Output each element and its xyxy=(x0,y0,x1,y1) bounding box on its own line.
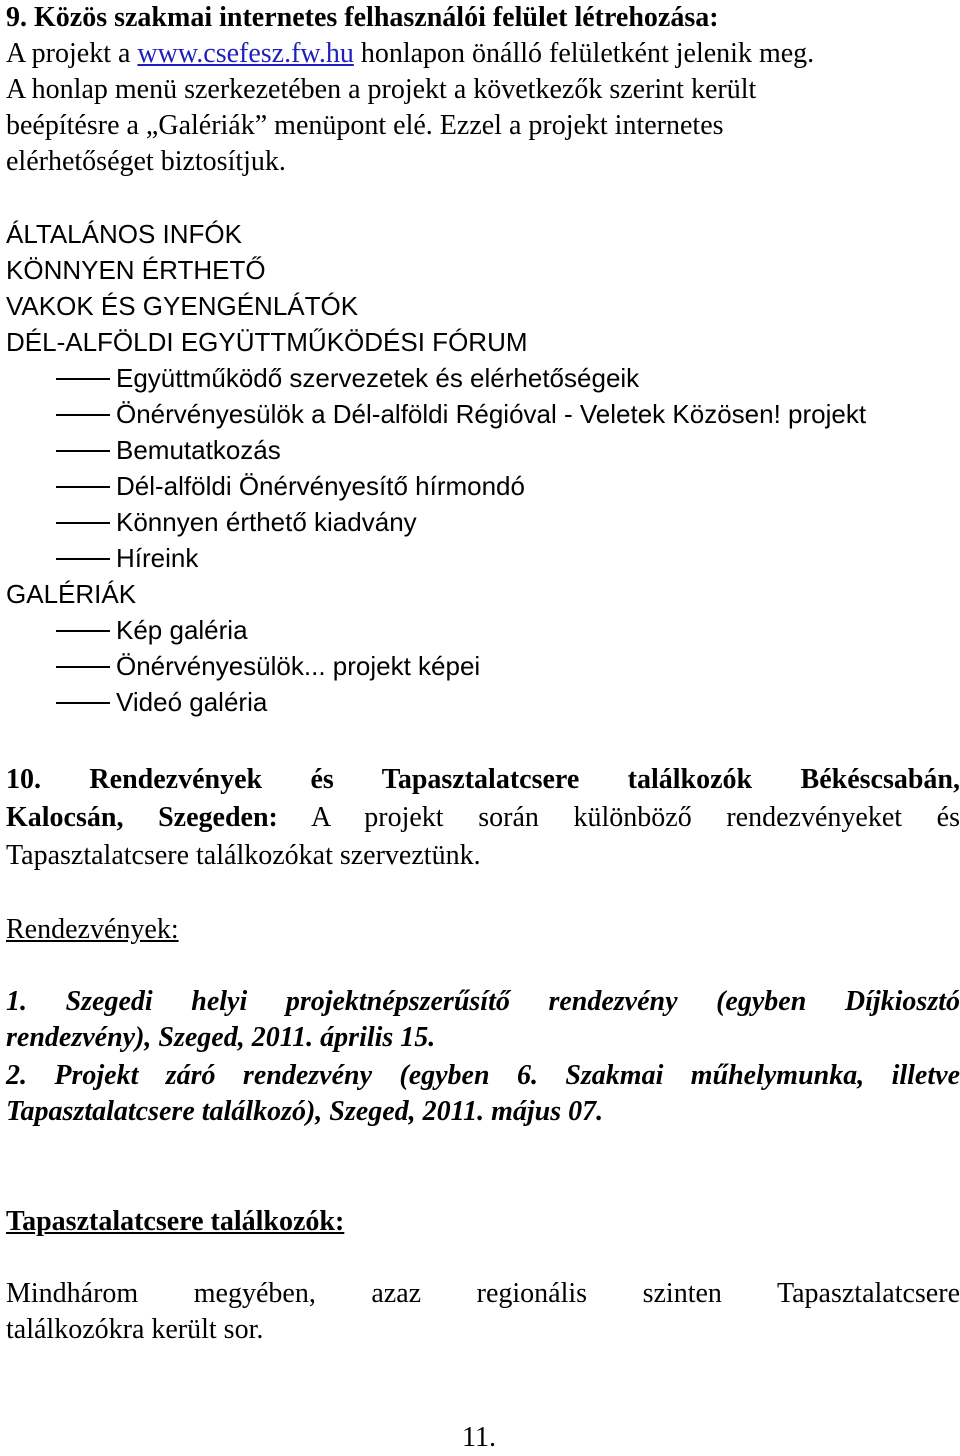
forum-subitem-label: Együttműködő szervezetek és elérhetőségeik xyxy=(116,363,640,393)
section-9-line-4: elérhetőséget biztosítjuk. xyxy=(6,146,286,177)
dash-bullet xyxy=(56,486,110,488)
exchange-line-1: Mindhárom megyében, azaz regionális szinten Tapasztalatcsere xyxy=(6,1278,960,1309)
dash-bullet xyxy=(56,378,110,380)
section-9-line-3: beépítésre a „Galériák” menüpont elé. Ezzel a projekt internetes xyxy=(6,110,724,141)
menu-item-galeriak: GALÉRIÁK xyxy=(6,579,137,609)
dash-bullet xyxy=(56,630,110,632)
section-9-line-2: A honlap menü szerkezetében a projekt a következők szerint került xyxy=(6,74,757,105)
event-1-line-2: rendezvény), Szeged, 2011. április 15. xyxy=(6,1022,436,1053)
gallery-subitem-label: Kép galéria xyxy=(116,615,248,645)
section-9-line-1-start: A projekt a xyxy=(6,38,138,69)
website-link[interactable]: www.csefesz.fw.hu xyxy=(137,38,354,69)
forum-subitem-label: Híreink xyxy=(116,543,199,573)
exchange-title: Tapasztalatcsere találkozók: xyxy=(6,1206,345,1237)
forum-subitem-label: Bemutatkozás xyxy=(116,435,281,465)
exchange-line-2: találkozókra került sor. xyxy=(6,1314,264,1345)
dash-bullet xyxy=(56,414,110,416)
events-title: Rendezvények: xyxy=(6,914,179,945)
menu-item-forum: DÉL-ALFÖLDI EGYÜTTMŰKÖDÉSI FÓRUM xyxy=(6,327,528,357)
menu-item-vakok: VAKOK ÉS GYENGÉNLÁTÓK xyxy=(6,291,359,321)
section-10-line-2 xyxy=(6,800,960,836)
section-10-heading: 10. Rendezvények és Tapasztalatcsere találkozók Békéscsabán, xyxy=(6,764,960,795)
event-2-line-2: Tapasztalatcsere találkozó), Szeged, 2011. május 07. xyxy=(6,1096,604,1127)
forum-subitem-label: Dél-alföldi Önérvényesítő hírmondó xyxy=(116,471,525,501)
forum-subitem-label: Könnyen érthető kiadvány xyxy=(116,507,417,537)
dash-bullet xyxy=(56,522,110,524)
event-1-line-1: 1. Szegedi helyi projektnépszerűsítő rendezvény (egyben Díjkiosztó xyxy=(6,986,960,1017)
section-10-line-3: Tapasztalatcsere találkozókat szerveztünk. xyxy=(6,840,481,871)
event-2-line-1: 2. Projekt záró rendezvény (egyben 6. Szakmai műhelymunka, illetve xyxy=(6,1060,960,1091)
gallery-subitem-label: Önérvényesülök... projekt képei xyxy=(116,651,481,681)
section-9-heading: 9. Közös szakmai internetes felhasználói felület létrehozása: xyxy=(6,2,719,33)
dash-bullet xyxy=(56,558,110,560)
menu-item-konnyen-ertheto: KÖNNYEN ÉRTHETŐ xyxy=(6,255,266,285)
section-9-line-1-end: honlapon önálló felületként jelenik meg. xyxy=(353,38,815,69)
page-number: 11. xyxy=(462,1422,496,1453)
dash-bullet xyxy=(56,666,110,668)
forum-subitem-label: Önérvényesülök a Dél-alföldi Régióval - Veletek Közösen! projekt xyxy=(116,399,867,429)
gallery-subitem-label: Videó galéria xyxy=(116,687,268,717)
section-10-heading-cont: Kalocsán, Szegeden: xyxy=(6,802,278,833)
menu-item-altalanos-infok: ÁLTALÁNOS INFÓK xyxy=(6,219,242,249)
section-10-line-2-rest: A projekt során különböző rendezvényeket és xyxy=(277,802,960,833)
section-9-line-1 xyxy=(6,36,814,72)
dash-bullet xyxy=(56,450,110,452)
dash-bullet xyxy=(56,702,110,704)
